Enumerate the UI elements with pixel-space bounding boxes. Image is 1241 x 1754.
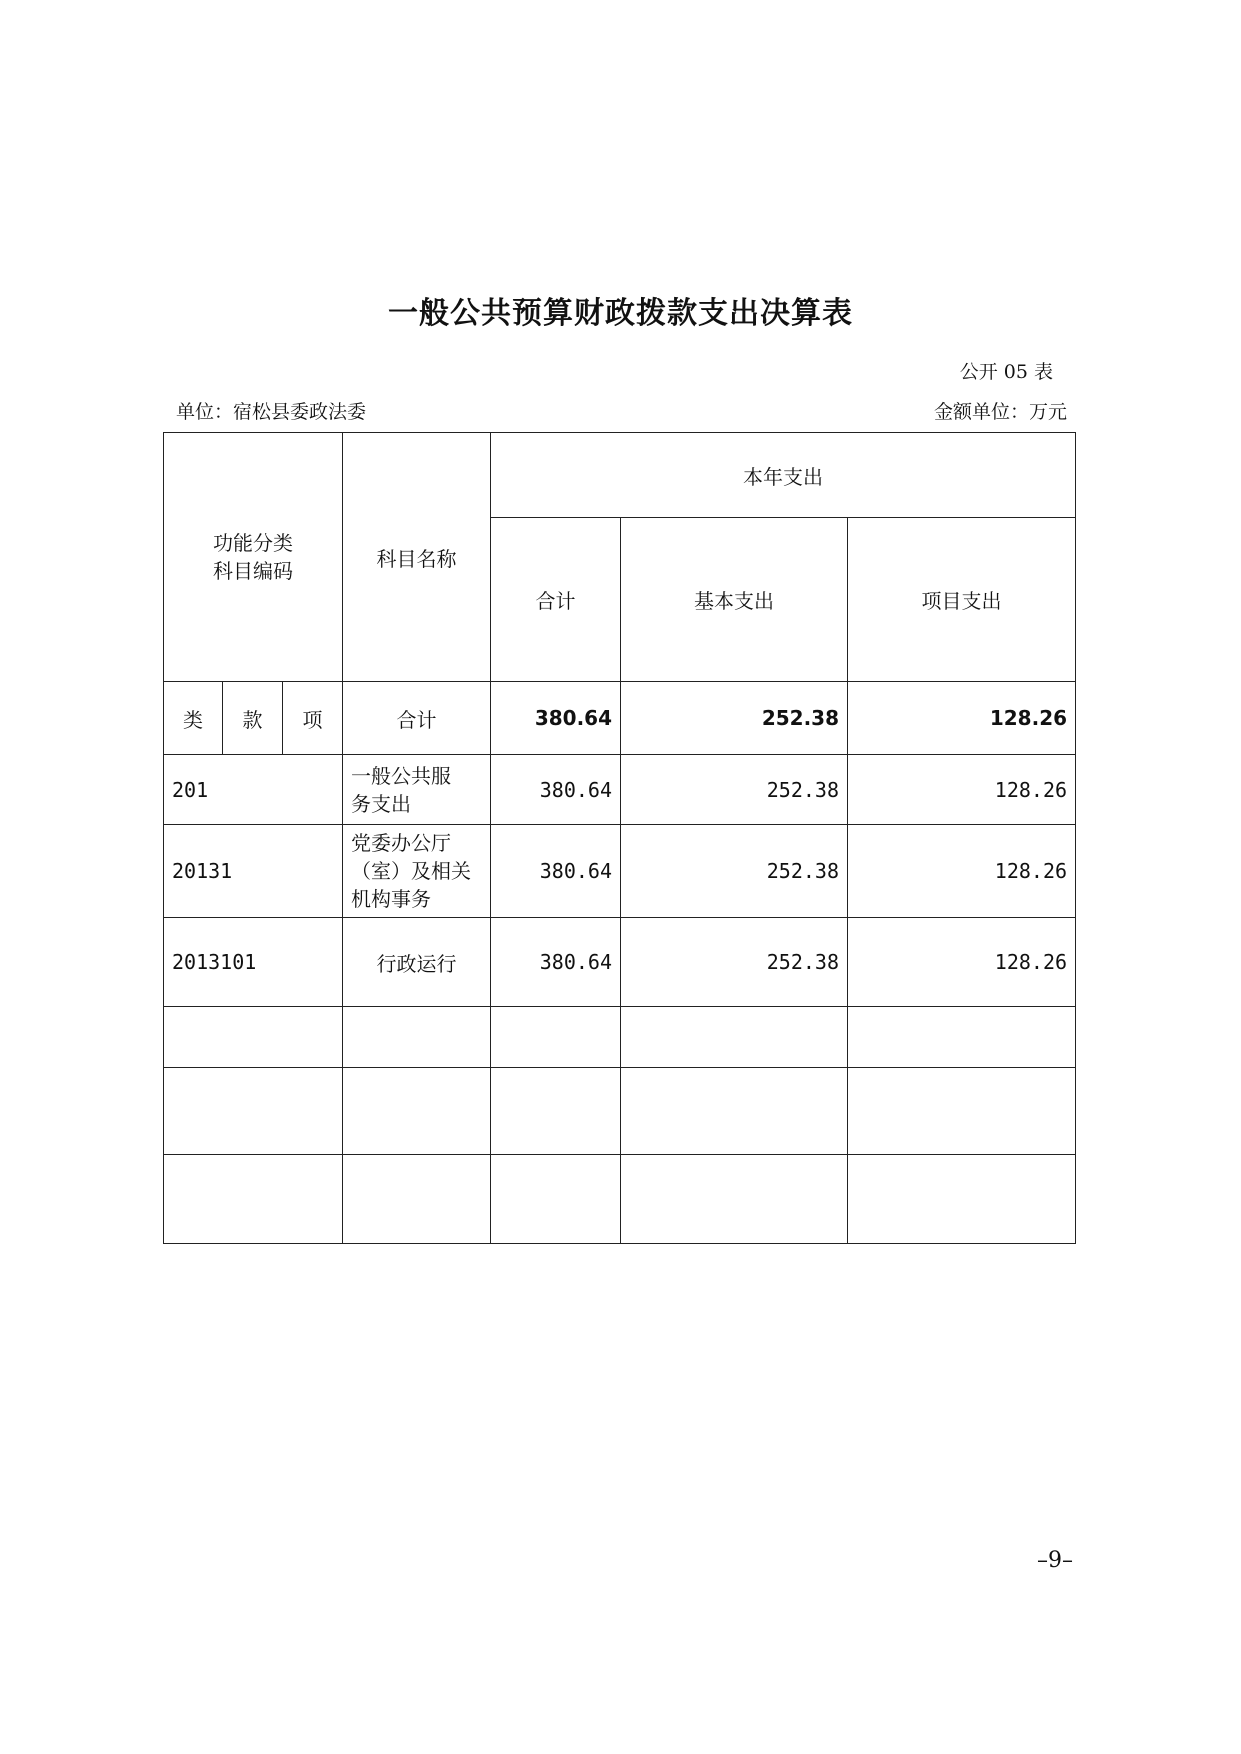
- row-project: 128.26: [848, 918, 1076, 1007]
- row-name-line1: 党委办公厅: [351, 831, 452, 855]
- header-current-year: 本年支出: [491, 433, 1076, 518]
- table-row: [164, 918, 1076, 1007]
- total-amount: 380.64: [491, 682, 621, 755]
- empty-cell: [164, 1068, 343, 1155]
- total-basic: 252.38: [621, 682, 848, 755]
- row-name-line2: 务支出: [351, 791, 412, 816]
- header-kuan: 款: [223, 682, 283, 755]
- row-name-line1: 一般公共服: [351, 763, 452, 788]
- empty-cell: [848, 1007, 1076, 1068]
- empty-cell: [491, 1068, 621, 1155]
- row-basic: 252.38: [621, 918, 848, 1007]
- table-row: [164, 755, 1076, 825]
- table-row: [164, 825, 1076, 918]
- row-name-line2: （室）及相关: [351, 859, 472, 883]
- amount-unit: 金额单位：万元: [933, 401, 1067, 423]
- row-code: 2013101: [164, 918, 343, 1007]
- header-project: 项目支出: [848, 518, 1076, 682]
- row-project: 128.26: [848, 825, 1076, 918]
- unit-label: 单位：宿松县委政法委: [176, 401, 367, 423]
- empty-cell: [621, 1155, 848, 1244]
- empty-cell: [848, 1068, 1076, 1155]
- empty-cell: [491, 1007, 621, 1068]
- header-basic: 基本支出: [621, 518, 848, 682]
- empty-cell: [621, 1068, 848, 1155]
- empty-row: [164, 1007, 1076, 1068]
- header-xiang: 项: [283, 682, 343, 755]
- header-row-1: [164, 433, 1076, 518]
- row-total: 380.64: [491, 755, 621, 825]
- total-row: [164, 682, 1076, 755]
- header-func-code-line2: 科目编码: [213, 559, 293, 583]
- budget-table: [163, 432, 1076, 1244]
- header-subject-name: 科目名称: [343, 433, 491, 682]
- empty-cell: [164, 1155, 343, 1244]
- row-name: [343, 825, 491, 918]
- empty-cell: [621, 1007, 848, 1068]
- header-total: 合计: [491, 518, 621, 682]
- empty-cell: [343, 1068, 491, 1155]
- row-name: [343, 755, 491, 825]
- page-number: –9–: [1037, 1548, 1073, 1573]
- form-number: 公开 05 表: [959, 361, 1053, 383]
- row-total: 380.64: [491, 825, 621, 918]
- empty-cell: [848, 1155, 1076, 1244]
- empty-row: [164, 1068, 1076, 1155]
- row-name: 行政运行: [343, 918, 491, 1007]
- empty-cell: [343, 1007, 491, 1068]
- row-project: 128.26: [848, 755, 1076, 825]
- header-func-code: [164, 433, 343, 682]
- row-basic: 252.38: [621, 825, 848, 918]
- empty-cell: [343, 1155, 491, 1244]
- row-name-line3: 机构事务: [351, 887, 432, 911]
- empty-cell: [164, 1007, 343, 1068]
- total-label: 合计: [343, 682, 491, 755]
- row-basic: 252.38: [621, 755, 848, 825]
- empty-row: [164, 1155, 1076, 1244]
- page-title: 一般公共预算财政拨款支出决算表: [388, 296, 853, 331]
- header-func-code-line1: 功能分类: [213, 531, 293, 555]
- row-total: 380.64: [491, 918, 621, 1007]
- empty-cell: [491, 1155, 621, 1244]
- row-code: 20131: [164, 825, 343, 918]
- header-lei: 类: [164, 682, 223, 755]
- row-code: 201: [164, 755, 343, 825]
- total-project: 128.26: [848, 682, 1076, 755]
